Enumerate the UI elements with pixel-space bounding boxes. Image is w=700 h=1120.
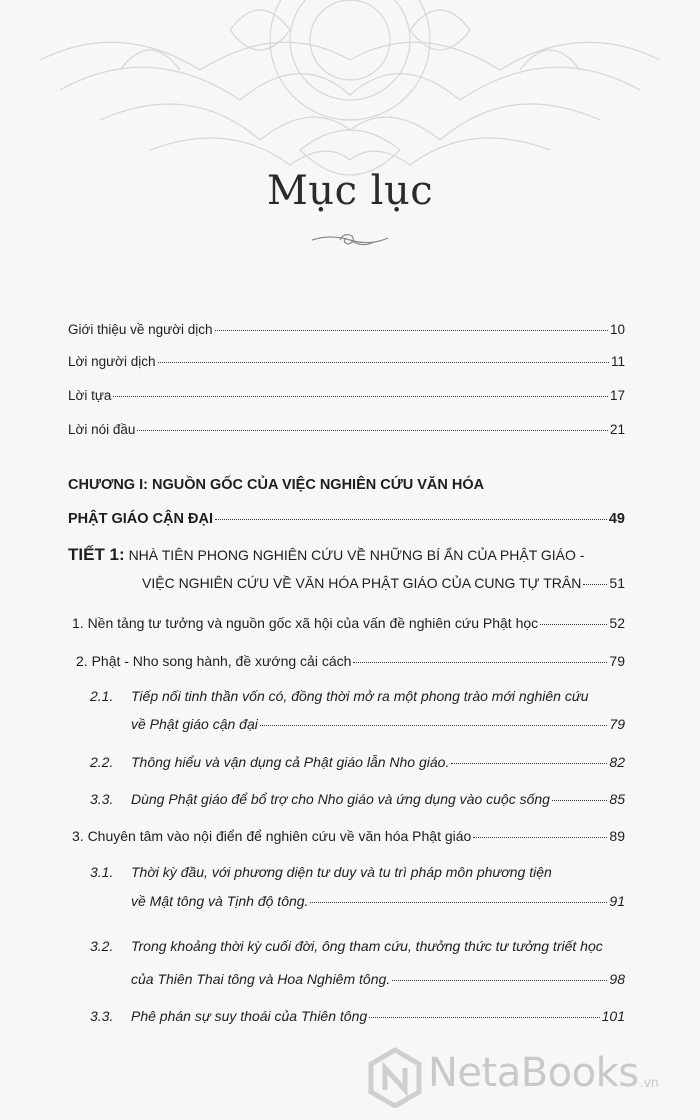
dot-leader	[260, 725, 608, 726]
toc-entry-label: Lời người dịch	[68, 354, 156, 369]
toc-entry-page: 79	[609, 716, 625, 732]
toc-entry[interactable]	[131, 716, 625, 732]
subsection-title-line-1: Tiếp nối tinh thần vốn có, đồng thời mở ra một phong trào mới nghiên cứu	[131, 688, 589, 704]
chapter-page: 49	[608, 511, 625, 527]
dot-leader	[215, 519, 607, 520]
subsection-number: 3.1.	[90, 864, 114, 880]
toc-entry-label: Lời nói đầu	[68, 422, 136, 437]
subsection-title-line-2: về Mật tông và Tịnh độ tông.	[131, 893, 309, 909]
dot-leader	[451, 763, 607, 764]
toc-entry-page: 101	[601, 1008, 625, 1024]
watermark-suffix: .vn	[640, 1074, 659, 1090]
dot-leader	[369, 1017, 600, 1018]
dot-leader	[353, 662, 607, 663]
toc-entry[interactable]	[76, 653, 625, 669]
toc-entry-page: 11	[610, 354, 625, 369]
page-title: Mục lục	[266, 168, 434, 214]
subsection-number: 2.1.	[90, 688, 114, 704]
dot-leader	[473, 837, 607, 838]
section-title-line-1	[68, 545, 584, 565]
dot-leader	[583, 584, 607, 585]
dot-leader	[310, 902, 607, 903]
section-entry[interactable]	[142, 575, 625, 591]
toc-entry[interactable]	[131, 971, 625, 987]
toc-entry-page: 91	[609, 893, 625, 909]
toc-entry-page: 98	[609, 971, 625, 987]
dot-leader	[137, 430, 608, 431]
subsection-title-line-2: về Phật giáo cận đại	[131, 716, 258, 732]
toc-entry-page: 17	[609, 388, 625, 403]
chapter-entry[interactable]	[68, 511, 625, 527]
mandala-ornament	[0, 0, 700, 300]
toc-entry-page: 82	[609, 754, 625, 770]
toc-entry[interactable]	[131, 893, 625, 909]
dot-leader	[392, 980, 607, 981]
toc-entry[interactable]	[68, 354, 625, 369]
dot-leader	[540, 624, 607, 625]
subsection-number: 2.2.	[90, 754, 114, 770]
dot-leader	[158, 362, 609, 363]
toc-entry-page: 21	[609, 422, 625, 437]
title-flourish	[310, 228, 390, 254]
subsection-number: 3.3.	[90, 791, 114, 807]
watermark-brand: NetaBooks	[428, 1050, 639, 1096]
section-prefix: TIẾT 1:	[68, 545, 125, 564]
toc-entry-page: 85	[609, 791, 625, 807]
toc-entry-label: 3. Chuyên tâm vào nội điển để nghiên cứu về văn hóa Phật giáo	[72, 828, 472, 844]
subsection-number: 3.3.	[90, 1008, 114, 1024]
dot-leader	[113, 396, 608, 397]
toc-entry-label: Giới thiệu về người dịch	[68, 322, 213, 337]
subsection-title-line-1: Trong khoảng thời kỳ cuối đời, ông tham cứu, thưởng thức tư tưởng triết học	[131, 938, 603, 954]
toc-entry[interactable]	[72, 828, 625, 844]
chapter-title-line-2: PHẬT GIÁO CẬN ĐẠI	[68, 511, 213, 527]
toc-entry-label: 2. Phật - Nho song hành, đề xướng cải cách	[76, 653, 352, 669]
toc-entry-page: 10	[609, 322, 625, 337]
dot-leader	[552, 800, 607, 801]
dot-leader	[215, 330, 608, 331]
section-title-text: NHÀ TIÊN PHONG NGHIÊN CỨU VỀ NHỮNG BÍ ẨN CỦA PHẬT GIÁO -	[128, 547, 585, 563]
toc-entry-page: 89	[609, 828, 625, 844]
toc-entry-label: Phê phán sự suy thoái của Thiên tông	[131, 1008, 368, 1024]
toc-entry[interactable]	[68, 422, 625, 437]
toc-entry-label: Thông hiểu và vận dụng cả Phật giáo lẫn Nho giáo.	[131, 754, 450, 770]
section-title-line-2: VIỆC NGHIÊN CỨU VỀ VĂN HÓA PHẬT GIÁO CỦA CUNG TỰ TRÂN	[142, 575, 582, 591]
chapter-title-line-1: CHƯƠNG I: NGUỒN GỐC CỦA VIỆC NGHIÊN CỨU VĂN HÓA	[68, 477, 485, 493]
toc-entry-page: 79	[609, 653, 625, 669]
toc-entry-label: Dùng Phật giáo để bổ trợ cho Nho giáo và ứng dụng vào cuộc sống	[131, 791, 550, 807]
section-page: 51	[609, 575, 625, 591]
toc-entry-page: 52	[609, 615, 625, 631]
toc-entry[interactable]	[131, 754, 625, 770]
toc-entry-label: Lời tựa	[68, 388, 112, 403]
toc-entry-label: 1. Nền tảng tư tưởng và nguồn gốc xã hội của vấn đề nghiên cứu Phật học	[72, 615, 539, 631]
toc-entry[interactable]	[131, 1008, 625, 1024]
subsection-title-line-2: của Thiên Thai tông và Hoa Nghiêm tông.	[131, 971, 391, 987]
subsection-number: 3.2.	[90, 938, 114, 954]
toc-entry[interactable]	[131, 791, 625, 807]
toc-entry[interactable]	[68, 322, 625, 337]
toc-entry[interactable]	[72, 615, 625, 631]
toc-entry[interactable]	[68, 388, 625, 403]
subsection-title-line-1: Thời kỳ đầu, với phương diện tư duy và tu trì pháp môn phương tiện	[131, 864, 552, 880]
